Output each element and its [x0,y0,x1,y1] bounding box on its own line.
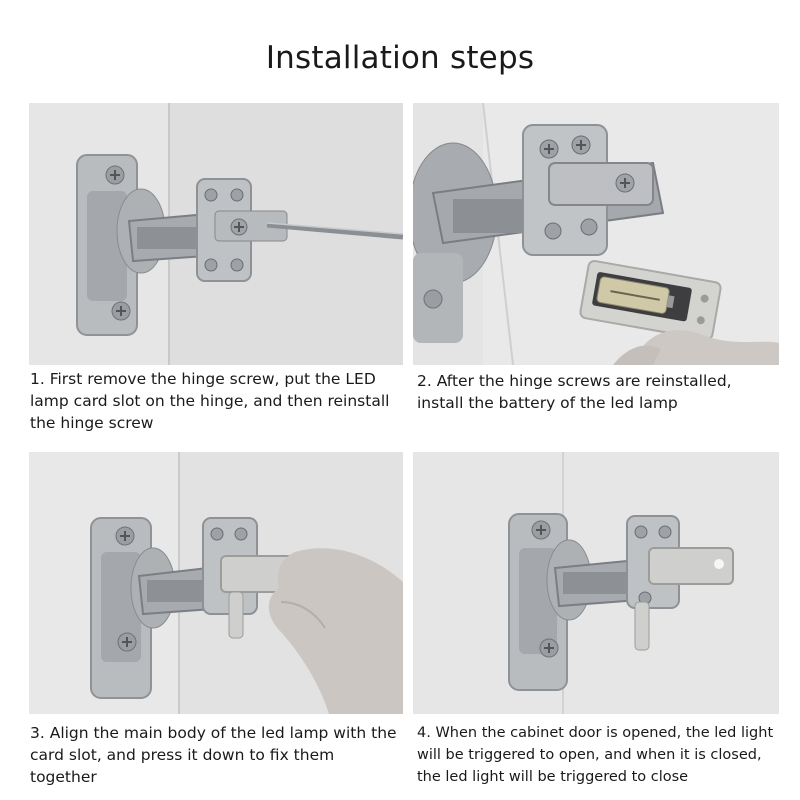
step-2-photo [413,103,779,365]
page-title: Installation steps [265,40,535,76]
step-4-caption: 4. When the cabinet door is opened, the led light will be triggered to open, and when it is closed, the led light will be triggered to close [417,725,774,785]
step-2-caption: 2. After the hinge screws are reinstalled, install the battery of the led lamp [417,372,732,412]
step-4-photo [413,452,779,714]
step-1-photo [29,103,403,365]
step-3-photo [29,452,403,714]
step-3-caption: 3. Align the main body of the led lamp with the card slot, and press it down to fix them together [30,724,397,786]
step-1-caption: 1. First remove the hinge screw, put the LED lamp card slot on the hinge, and then reinstall the hinge screw [30,370,390,432]
